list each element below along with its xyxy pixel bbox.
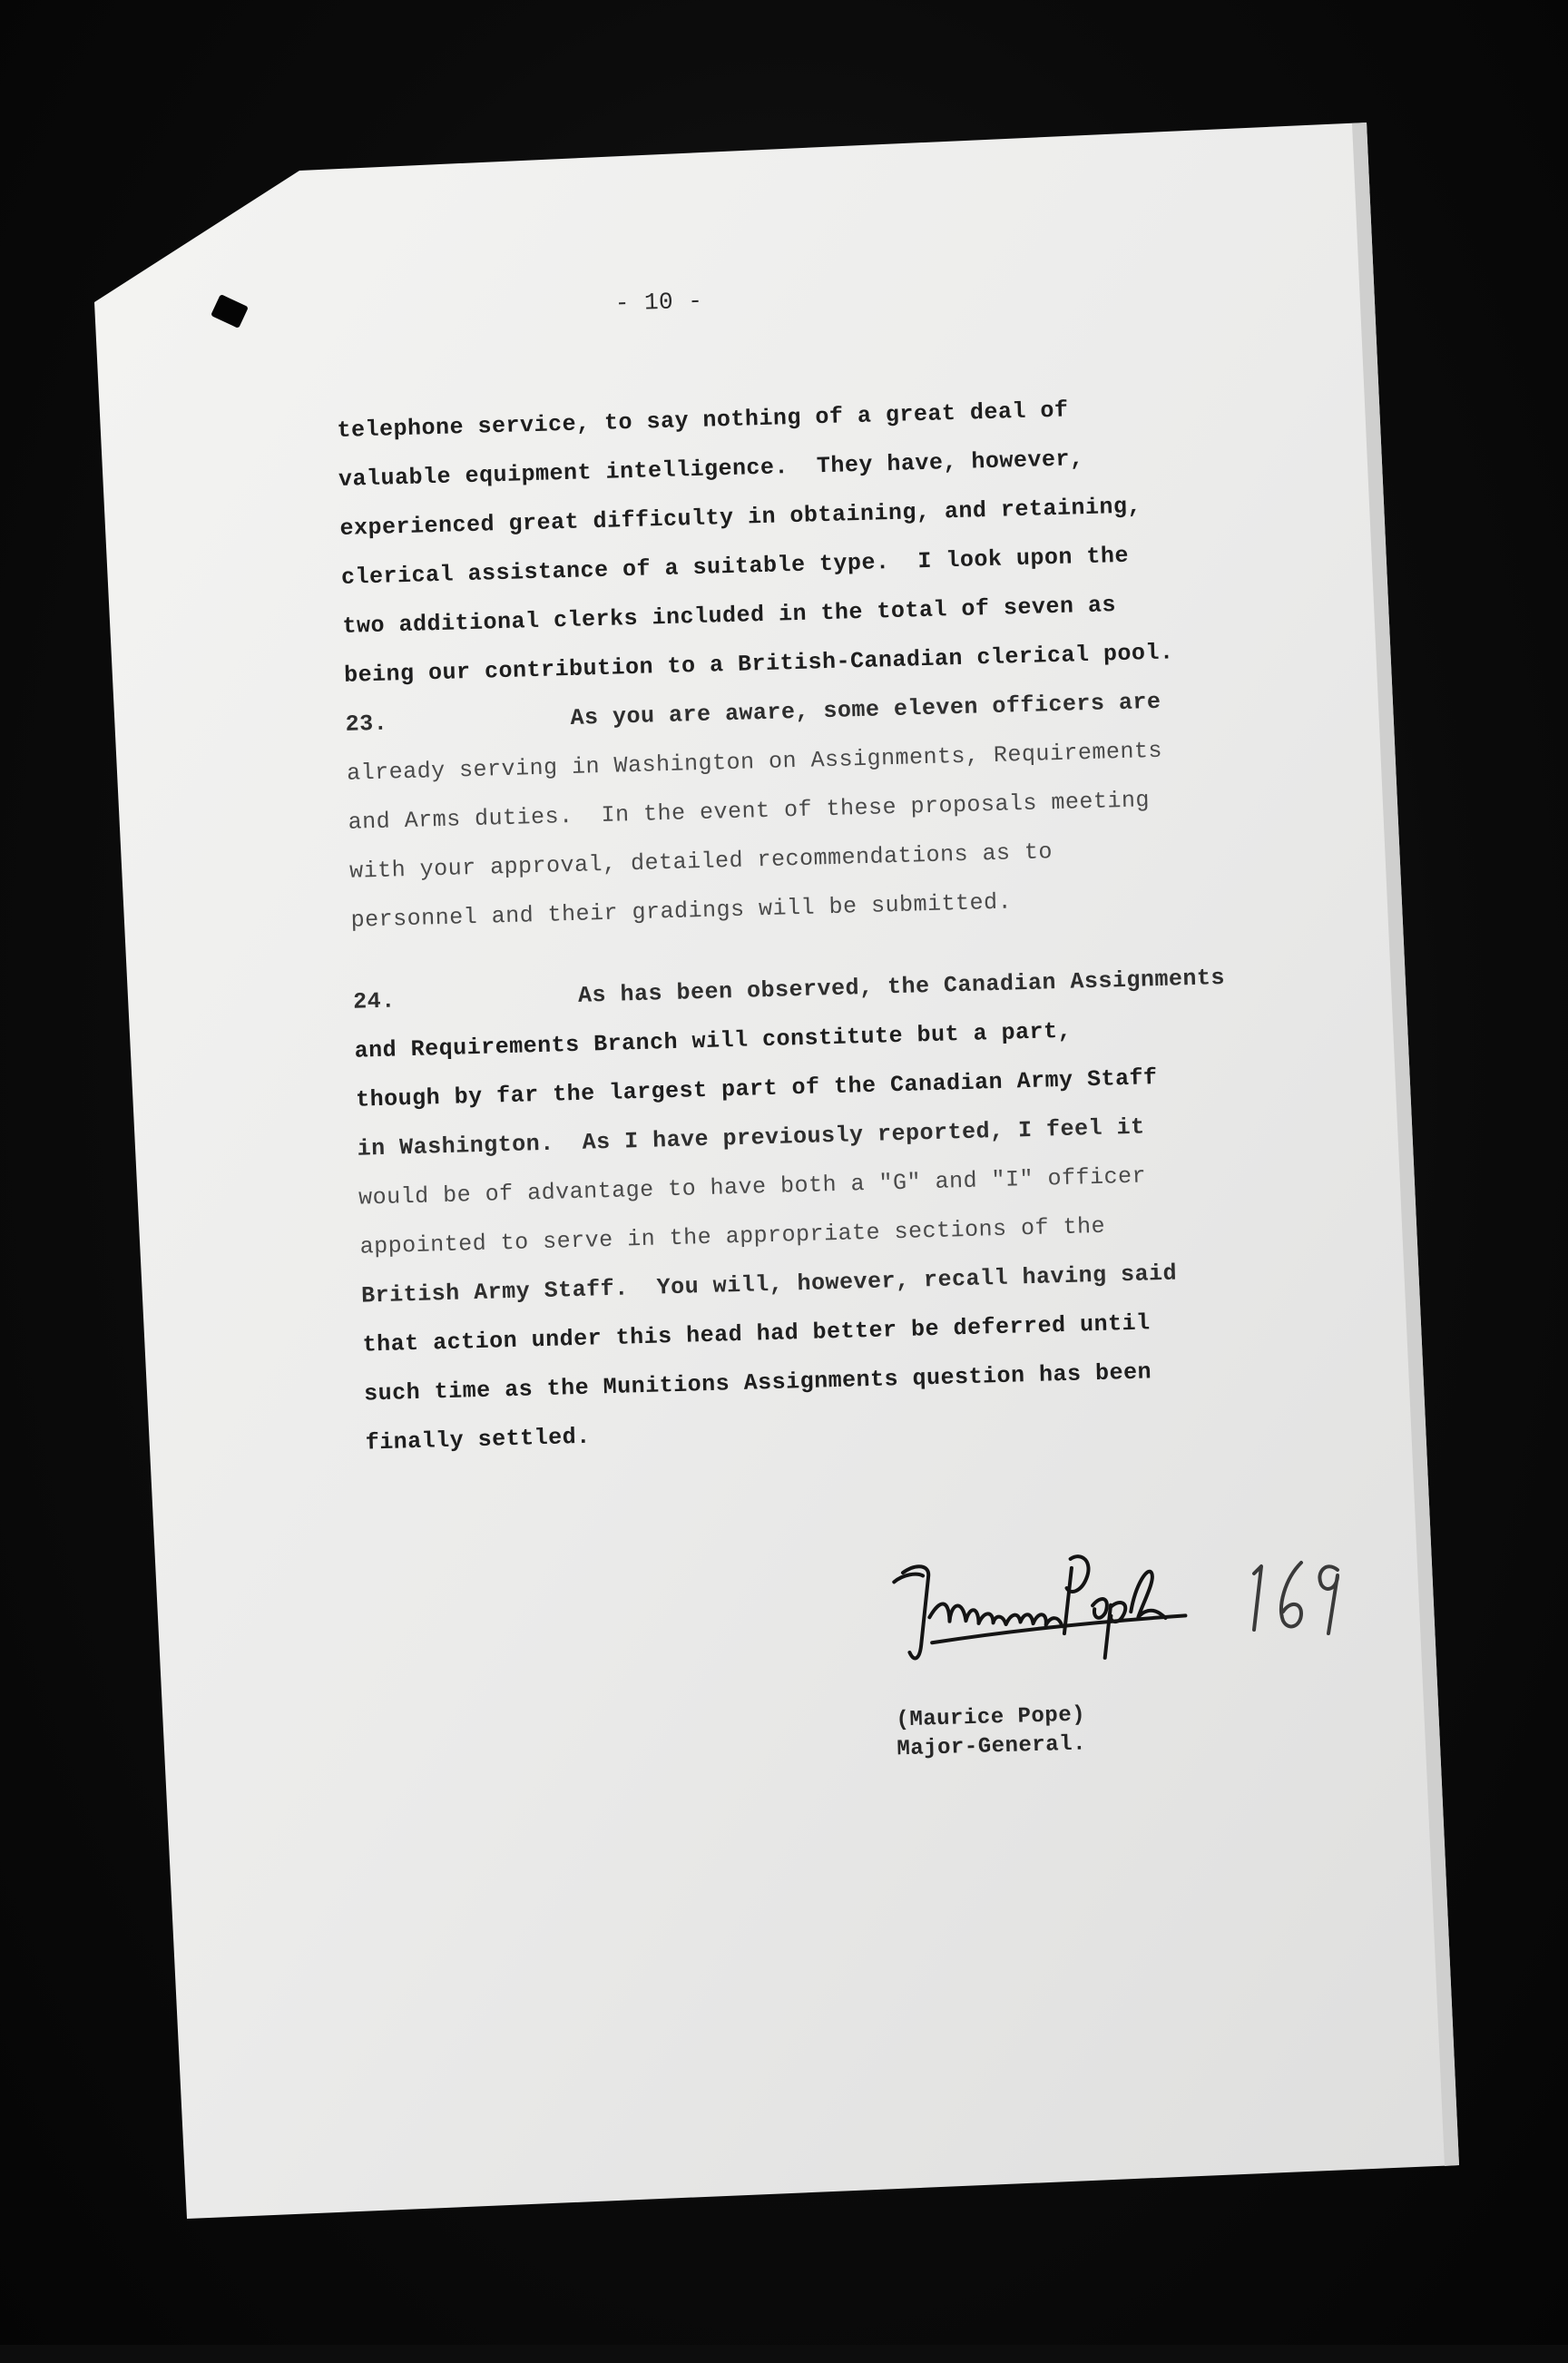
text-line: experienced great difficulty in obtaining, and retaining, (339, 493, 1142, 542)
text-line: valuable equipment intelligence. They have, however, (338, 446, 1084, 493)
text-line: clerical assistance of a suitable type. I look upon the (340, 542, 1130, 591)
text-line: and Requirements Branch will constitute but a part, (354, 1017, 1073, 1064)
text-line: finally settled. (365, 1423, 592, 1456)
text-line: though by far the largest part of the Canadian Army Staff (355, 1064, 1158, 1113)
paragraph-number: 24. (352, 987, 397, 1015)
text-line: personnel and their gradings will be submitted. (350, 888, 1013, 934)
text-line: being our contribution to a British-Canadian clerical pool. (343, 639, 1174, 689)
text-line: British Army Staff. You will, however, recall having said (360, 1260, 1178, 1309)
text-line: would be of advantage to have both a "G" and "I" officer (358, 1162, 1147, 1211)
text-line: such time as the Munitions Assignments question has been (363, 1358, 1152, 1407)
signatory-name: (Maurice Pope) (896, 1702, 1086, 1733)
text-line: two additional clerks included in the total of seven as (342, 592, 1117, 640)
text-line: with your approval, detailed recommendations as to (348, 838, 1054, 885)
text-line: already serving in Washington on Assignments, Requirements (346, 737, 1163, 787)
text-line: that action under this head had better be deferred until (362, 1309, 1151, 1358)
text-line: telephone service, to say nothing of a great deal of (337, 397, 1069, 444)
handwritten-signature (875, 1527, 1223, 1682)
paragraph-number: 23. (345, 710, 388, 738)
text-line: and Arms duties. In the event of these proposals meeting (348, 787, 1151, 836)
text-line: As you are aware, some eleven officers are (570, 688, 1161, 731)
page-number: - 10 - (614, 287, 703, 318)
text-line: appointed to serve in the appropriate sections of the (359, 1212, 1106, 1260)
text-line: As has been observed, the Canadian Assignments (577, 964, 1226, 1009)
text-line: in Washington. As I have previously reported, I feel it (357, 1113, 1145, 1162)
folio-number (1241, 1543, 1350, 1642)
signatory-title: Major-General. (897, 1731, 1087, 1762)
